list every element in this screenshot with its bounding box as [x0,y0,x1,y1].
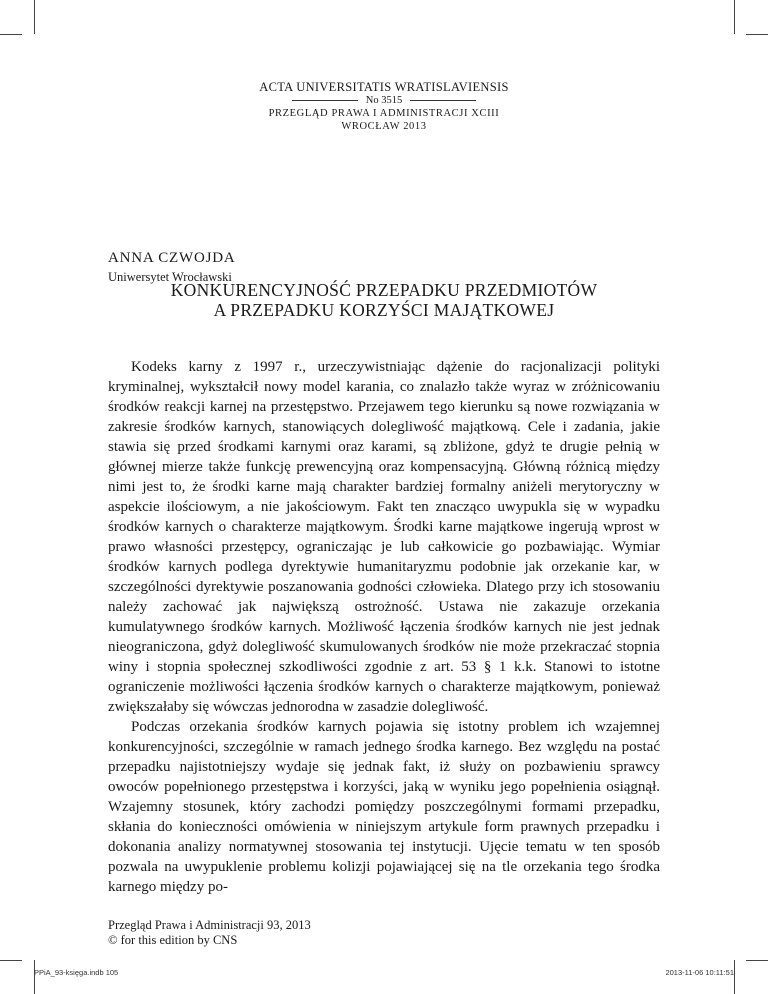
crop-mark [0,960,22,961]
footer-copyright: © for this edition by CNS [108,933,238,947]
crop-mark [34,0,35,34]
crop-mark [0,34,22,35]
crop-mark [734,0,735,34]
journal-number: No 3515 [365,95,403,106]
body-paragraph: Podczas orzekania środków karnych pojawia się istotny problem ich wzajemnej konkurencyjności, szczególnie w ramach jednego środka karnego. Bez względu na postać przepadku najistotniejszy wydaje się jednak fakt, iż służy on pozbawieniu sprawcy owoców popełnionego przestępstwa i korzyści, jaką w wyniku jego popełnienia osiągnął. Wzajemny stosunek, który zachodzi pomiędzy poszczególnymi formami przepadku, skłania do konieczności omówienia w niniejszym artykule form prawnych przepadku i dokonania analizy normatywnej stosowania tej instytucji. Ujęcie tematu w ten sposób pozwala na uwypuklenie problemu kolizji pojawiającej się na tle orzekania tego środka karnego między po- [108,719,660,895]
header-rule-left [292,100,358,101]
crop-mark [34,960,35,994]
author-affiliation: Uniwersytet Wrocławski [108,270,232,284]
footer-citation: Przegląd Prawa i Administracji 93, 2013 [108,918,311,932]
print-slug-timestamp: 2013-11-06 10:11:51 [665,968,734,977]
crop-mark [746,34,768,35]
journal-number-row [0,95,768,106]
journal-city-year: WROCŁAW 2013 [341,121,427,132]
crop-mark [746,960,768,961]
journal-subtitle: PRZEGLĄD PRAWA I ADMINISTRACJI XCIII [268,108,500,119]
print-slug-file: PPiA_93-księga.indb 105 [34,968,119,977]
journal-series: ACTA UNIVERSITATIS WRATISLAVIENSIS [259,80,509,94]
body-paragraph: Kodeks karny z 1997 r., urzeczywistniając dążenie do racjonalizacji polityki kryminalnej, wykształcił nowy model karania, co znalazło także wyraz w zróżnicowaniu środków reakcji karnej na przestępstwo. Przejawem tego kierunku są nowe rozwiązania w zakresie środków karnych, stanowiących dolegliwość majątkową. Cele i zadania, jakie stawia się przed środkami karnymi oraz karami, są zbliżone, gdyż te drugie pełnią w głównej mierze także funkcję prewencyjną oraz kompensacyjną. Główną różnicą między nimi jest to, że środki karne mają charakter bardziej formalny aniżeli merytoryczny w aspekcie ilościowym, a nie jakościowym. Fakt ten znacząco uwypukla się w wypadku środków karnych o charakterze majątkowym. Środki karne majątkowe ingerują wprost w prawo własności przestępcy, ograniczając je lub całkowicie go pozbawiając. Wymiar środków karnych podlega dyrektywie humanitaryzmu podobnie jak orzekanie kar, w szczególności dyrektywie poszanowania godności człowieka. Dlatego przy ich stosowaniu należy zachować jak największą ostrożność. Ustawa nie zakazuje orzekania kumulatywnego środków karnych. Możliwość łączenia środków karnych nie jest jednak nieograniczona, gdyż dolegliwość skumulowanych środków nie może przekraczać stopnia winy i stopnia społecznej szkodliwości zgodnie z art. 53 § 1 k.k. Stanowi to istotne ograniczenie możliwości łączenia środków karnych o charakterze majątkowym, ponieważ zwiększałaby się wówczas jednorodna w zasadzie dolegliwość. [108,359,660,715]
crop-mark [734,960,735,994]
article-body [108,357,660,897]
article-title [60,280,708,320]
header-rule-right [410,100,476,101]
author-name: ANNA CZWOJDA [108,250,236,266]
page-footer [108,918,311,948]
article-title-line-1: KONKURENCYJNOŚĆ PRZEPADKU PRZEDMIOTÓW [170,280,598,300]
article-title-line-2: A PRZEPADKU KORZYŚCI MAJĄTKOWEJ [213,300,555,320]
